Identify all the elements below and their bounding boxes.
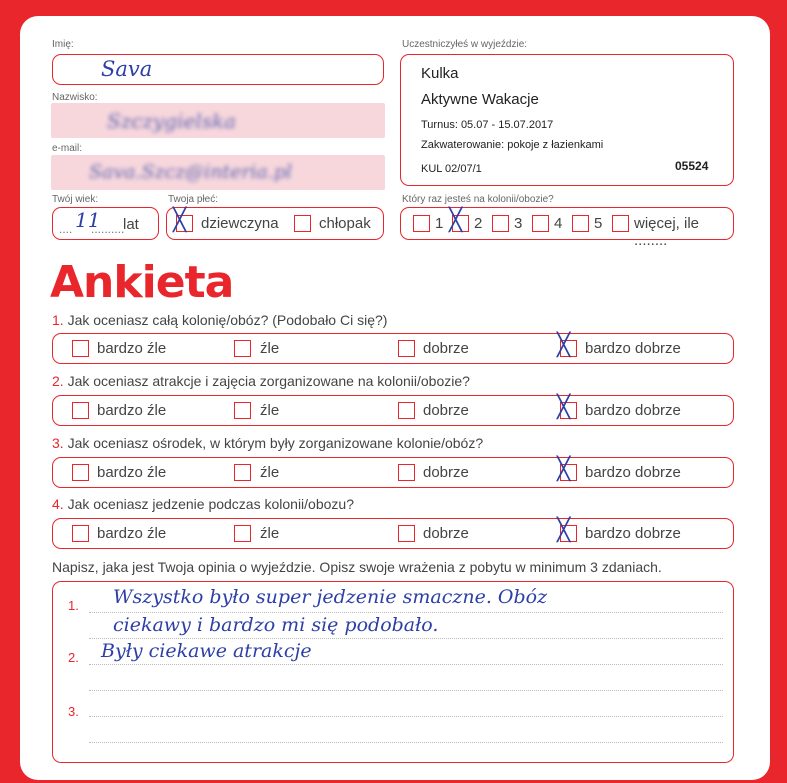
email-label: e-mail: (52, 143, 83, 154)
times-checkbox-3[interactable] (492, 215, 509, 232)
times-option-1: 1 (435, 215, 444, 232)
q4-option-good[interactable] (398, 525, 415, 542)
opinion-line-3: Były ciekawe atrakcje (101, 640, 312, 662)
q2-label-bad: źle (260, 402, 280, 419)
x-mark-icon: ╳ (557, 518, 571, 543)
opinion-num-3: 3. (68, 704, 79, 719)
q4-label-very-bad: bardzo źle (97, 525, 167, 542)
times-option-5: 5 (594, 215, 603, 232)
survey-title: Ankieta (50, 257, 234, 308)
q2-label-very-bad: bardzo źle (97, 402, 167, 419)
q4-label-very-good: bardzo dobrze (585, 525, 681, 542)
first-name-label: Imię: (52, 39, 74, 50)
q3-label-good: dobrze (423, 464, 469, 481)
times-checkbox-2[interactable] (449, 208, 469, 233)
q3-option-good[interactable] (398, 464, 415, 481)
q1-label-good: dobrze (423, 340, 469, 357)
email-value: Sava.Szcz@interia.pl (89, 161, 293, 183)
age-label: Twój wiek: (52, 194, 99, 205)
opinion-line-1: Wszystko było super jedzenie smaczne. Obóz (113, 586, 548, 608)
times-option-2: 2 (474, 215, 483, 232)
times-checkbox-more[interactable] (612, 215, 629, 232)
q3-label-very-bad: bardzo źle (97, 464, 167, 481)
writing-line (89, 664, 723, 665)
last-name-label: Nazwisko: (52, 92, 98, 103)
q1-option-very-bad[interactable] (72, 340, 89, 357)
q4-option-bad[interactable] (234, 525, 251, 542)
gender-field (166, 207, 384, 240)
writing-line (89, 638, 723, 639)
first-name-field[interactable] (52, 54, 384, 85)
email-field[interactable] (52, 156, 384, 189)
times-option-more: więcej, ile ........ (634, 215, 700, 249)
times-option-3: 3 (514, 215, 523, 232)
x-mark-icon: ╳ (557, 333, 571, 358)
gender-label: Twoja płeć: (168, 194, 219, 205)
trip-info-box (400, 54, 734, 186)
q3-label-bad: źle (260, 464, 280, 481)
q3-label-very-good: bardzo dobrze (585, 464, 681, 481)
writing-line (89, 716, 723, 717)
question-1-options (52, 333, 734, 364)
q1-label-very-bad: bardzo źle (97, 340, 167, 357)
boy-checkbox[interactable] (294, 215, 311, 232)
q2-label-very-good: bardzo dobrze (585, 402, 681, 419)
q4-label-bad: źle (260, 525, 280, 542)
opinion-line-2: ciekawy i bardzo mi się podobało. (113, 614, 439, 636)
times-checkbox-1[interactable] (413, 215, 430, 232)
x-mark-icon: ╳ (557, 457, 571, 482)
last-name-value: Szczygielska (107, 109, 237, 133)
question-2-options (52, 395, 734, 426)
times-checkbox-5[interactable] (572, 215, 589, 232)
q3-option-very-bad[interactable] (72, 464, 89, 481)
boy-label: chłopak (319, 215, 371, 232)
q4-label-good: dobrze (423, 525, 469, 542)
trip-accommodation: Zakwaterowanie: pokoje z łazienkami (421, 139, 604, 151)
times-checkbox-4[interactable] (532, 215, 549, 232)
age-dots-left: .... (59, 222, 73, 236)
writing-line (89, 690, 723, 691)
question-4-text: 4. Jak oceniasz jedzenie podczas kolonii/obozu? (52, 496, 354, 512)
trip-number: 05524 (675, 159, 709, 173)
q2-label-good: dobrze (423, 402, 469, 419)
q1-option-bad[interactable] (234, 340, 251, 357)
trip-turnus: Turnus: 05.07 - 15.07.2017 (421, 119, 554, 131)
trip-code: KUL 02/07/1 (421, 163, 482, 175)
q2-option-good[interactable] (398, 402, 415, 419)
question-1-text: 1. Jak oceniasz całą kolonię/obóz? (Podobało Ci się?) (52, 312, 388, 328)
writing-line (89, 742, 723, 743)
q3-option-bad[interactable] (234, 464, 251, 481)
girl-label: dziewczyna (201, 215, 279, 232)
first-name-value: Sava (101, 57, 153, 81)
q4-option-very-good[interactable] (557, 518, 577, 543)
x-mark-icon: ╳ (449, 208, 463, 233)
writing-line (89, 612, 723, 613)
question-3-text: 3. Jak oceniasz ośrodek, w którym były zorganizowane kolonie/obóz? (52, 435, 484, 451)
age-unit: lat (123, 216, 139, 233)
q3-option-very-good[interactable] (557, 457, 577, 482)
age-value: 11 (75, 208, 101, 232)
trip-name: Kulka (421, 65, 459, 82)
trip-label: Uczestniczyłeś w wyjeździe: (402, 39, 528, 50)
q1-option-very-good[interactable] (557, 333, 577, 358)
q1-label-very-good: bardzo dobrze (585, 340, 681, 357)
question-3-options (52, 457, 734, 488)
girl-checkbox[interactable] (173, 208, 193, 233)
q1-option-good[interactable] (398, 340, 415, 357)
x-mark-icon: ╳ (557, 395, 571, 420)
q2-option-very-good[interactable] (557, 395, 577, 420)
times-field (400, 207, 734, 249)
times-label: Który raz jesteś na kolonii/obozie? (402, 194, 554, 205)
opinion-num-1: 1. (68, 598, 79, 613)
x-mark-icon: ╳ (173, 208, 187, 233)
q2-option-bad[interactable] (234, 402, 251, 419)
q4-option-very-bad[interactable] (72, 525, 89, 542)
times-option-4: 4 (554, 215, 563, 232)
question-4-options (52, 518, 734, 549)
opinion-num-2: 2. (68, 650, 79, 665)
q2-option-very-bad[interactable] (72, 402, 89, 419)
question-2-text: 2. Jak oceniasz atrakcje i zajęcia zorganizowane na kolonii/obozie? (52, 373, 470, 389)
opinion-prompt: Napisz, jaka jest Twoja opinia o wyjeździe. Opisz swoje wrażenia z pobytu w minimum 3 zdaniach. (52, 559, 662, 575)
opinion-textarea[interactable] (52, 581, 734, 763)
q1-label-bad: źle (260, 340, 280, 357)
age-dots-right: .......... (91, 222, 125, 236)
last-name-field[interactable] (52, 104, 384, 137)
trip-program: Aktywne Wakacje (421, 91, 539, 108)
age-field[interactable] (52, 207, 159, 240)
